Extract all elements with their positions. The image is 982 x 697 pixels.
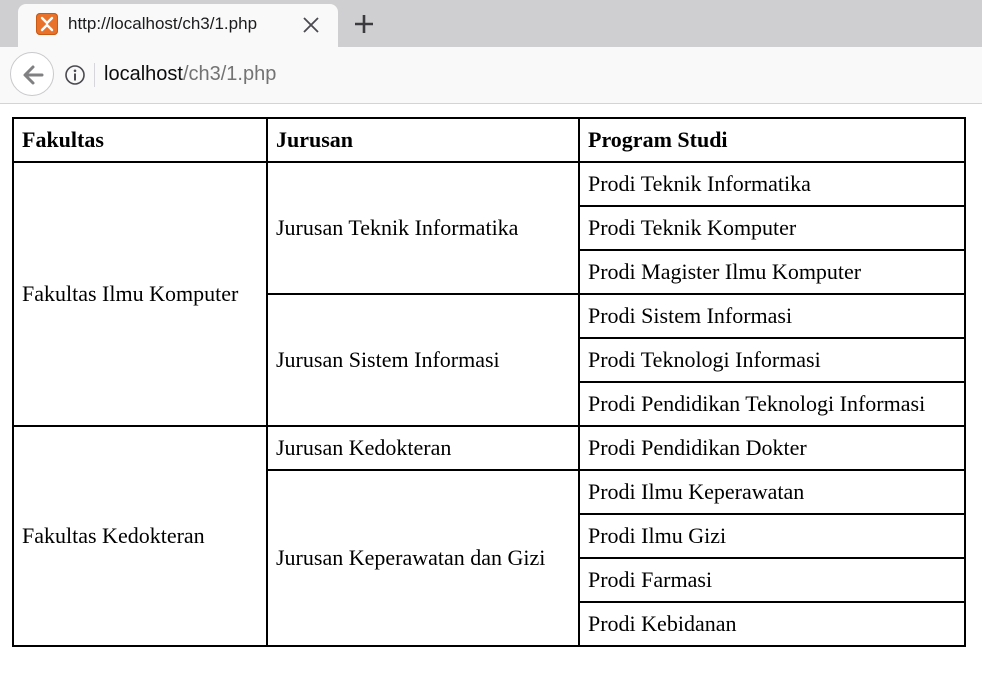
- table-row: [13, 162, 965, 206]
- header-fakultas: Fakultas: [13, 118, 267, 162]
- header-program-studi: Program Studi: [579, 118, 965, 162]
- new-tab-plus-icon[interactable]: [352, 12, 376, 36]
- address-bar-input[interactable]: [104, 63, 276, 86]
- jurusan-cell: Jurusan Kedokteran: [267, 426, 579, 470]
- tab-title: http://localhost/ch3/1.php: [68, 14, 258, 33]
- prodi-cell: Prodi Ilmu Keperawatan: [579, 470, 965, 514]
- url-divider: [94, 63, 95, 87]
- prodi-cell: Prodi Kebidanan: [579, 602, 965, 646]
- table-header-row: [13, 118, 965, 162]
- jurusan-cell: Jurusan Teknik Informatika: [267, 162, 579, 294]
- xampp-favicon-icon: [36, 13, 58, 35]
- prodi-cell: Prodi Ilmu Gizi: [579, 514, 965, 558]
- browser-tab[interactable]: [18, 4, 338, 47]
- prodi-cell: Prodi Teknologi Informasi: [579, 338, 965, 382]
- url-host: localhost: [104, 63, 183, 85]
- header-jurusan: Jurusan: [267, 118, 579, 162]
- url-path: /ch3/1.php: [182, 63, 277, 85]
- prodi-cell: Prodi Pendidikan Teknologi Informasi: [579, 382, 965, 426]
- prodi-cell: Prodi Farmasi: [579, 558, 965, 602]
- prodi-cell: Prodi Magister Ilmu Komputer: [579, 250, 965, 294]
- program-studi-table: [12, 117, 966, 647]
- fakultas-cell: Fakultas Kedokteran: [13, 426, 267, 646]
- fakultas-cell: Fakultas Ilmu Komputer: [13, 162, 267, 426]
- navigation-toolbar: [0, 47, 982, 104]
- jurusan-cell: Jurusan Keperawatan dan Gizi: [267, 470, 579, 646]
- jurusan-cell: Jurusan Sistem Informasi: [267, 294, 579, 426]
- back-button[interactable]: [10, 52, 54, 96]
- prodi-cell: Prodi Teknik Informatika: [579, 162, 965, 206]
- prodi-cell: Prodi Pendidikan Dokter: [579, 426, 965, 470]
- table-row: [13, 426, 965, 470]
- tab-strip: [0, 0, 982, 47]
- site-info-icon[interactable]: [64, 64, 86, 86]
- prodi-cell: Prodi Teknik Komputer: [579, 206, 965, 250]
- prodi-cell: Prodi Sistem Informasi: [579, 294, 965, 338]
- page-content: [12, 117, 966, 647]
- close-tab-icon[interactable]: [300, 14, 322, 36]
